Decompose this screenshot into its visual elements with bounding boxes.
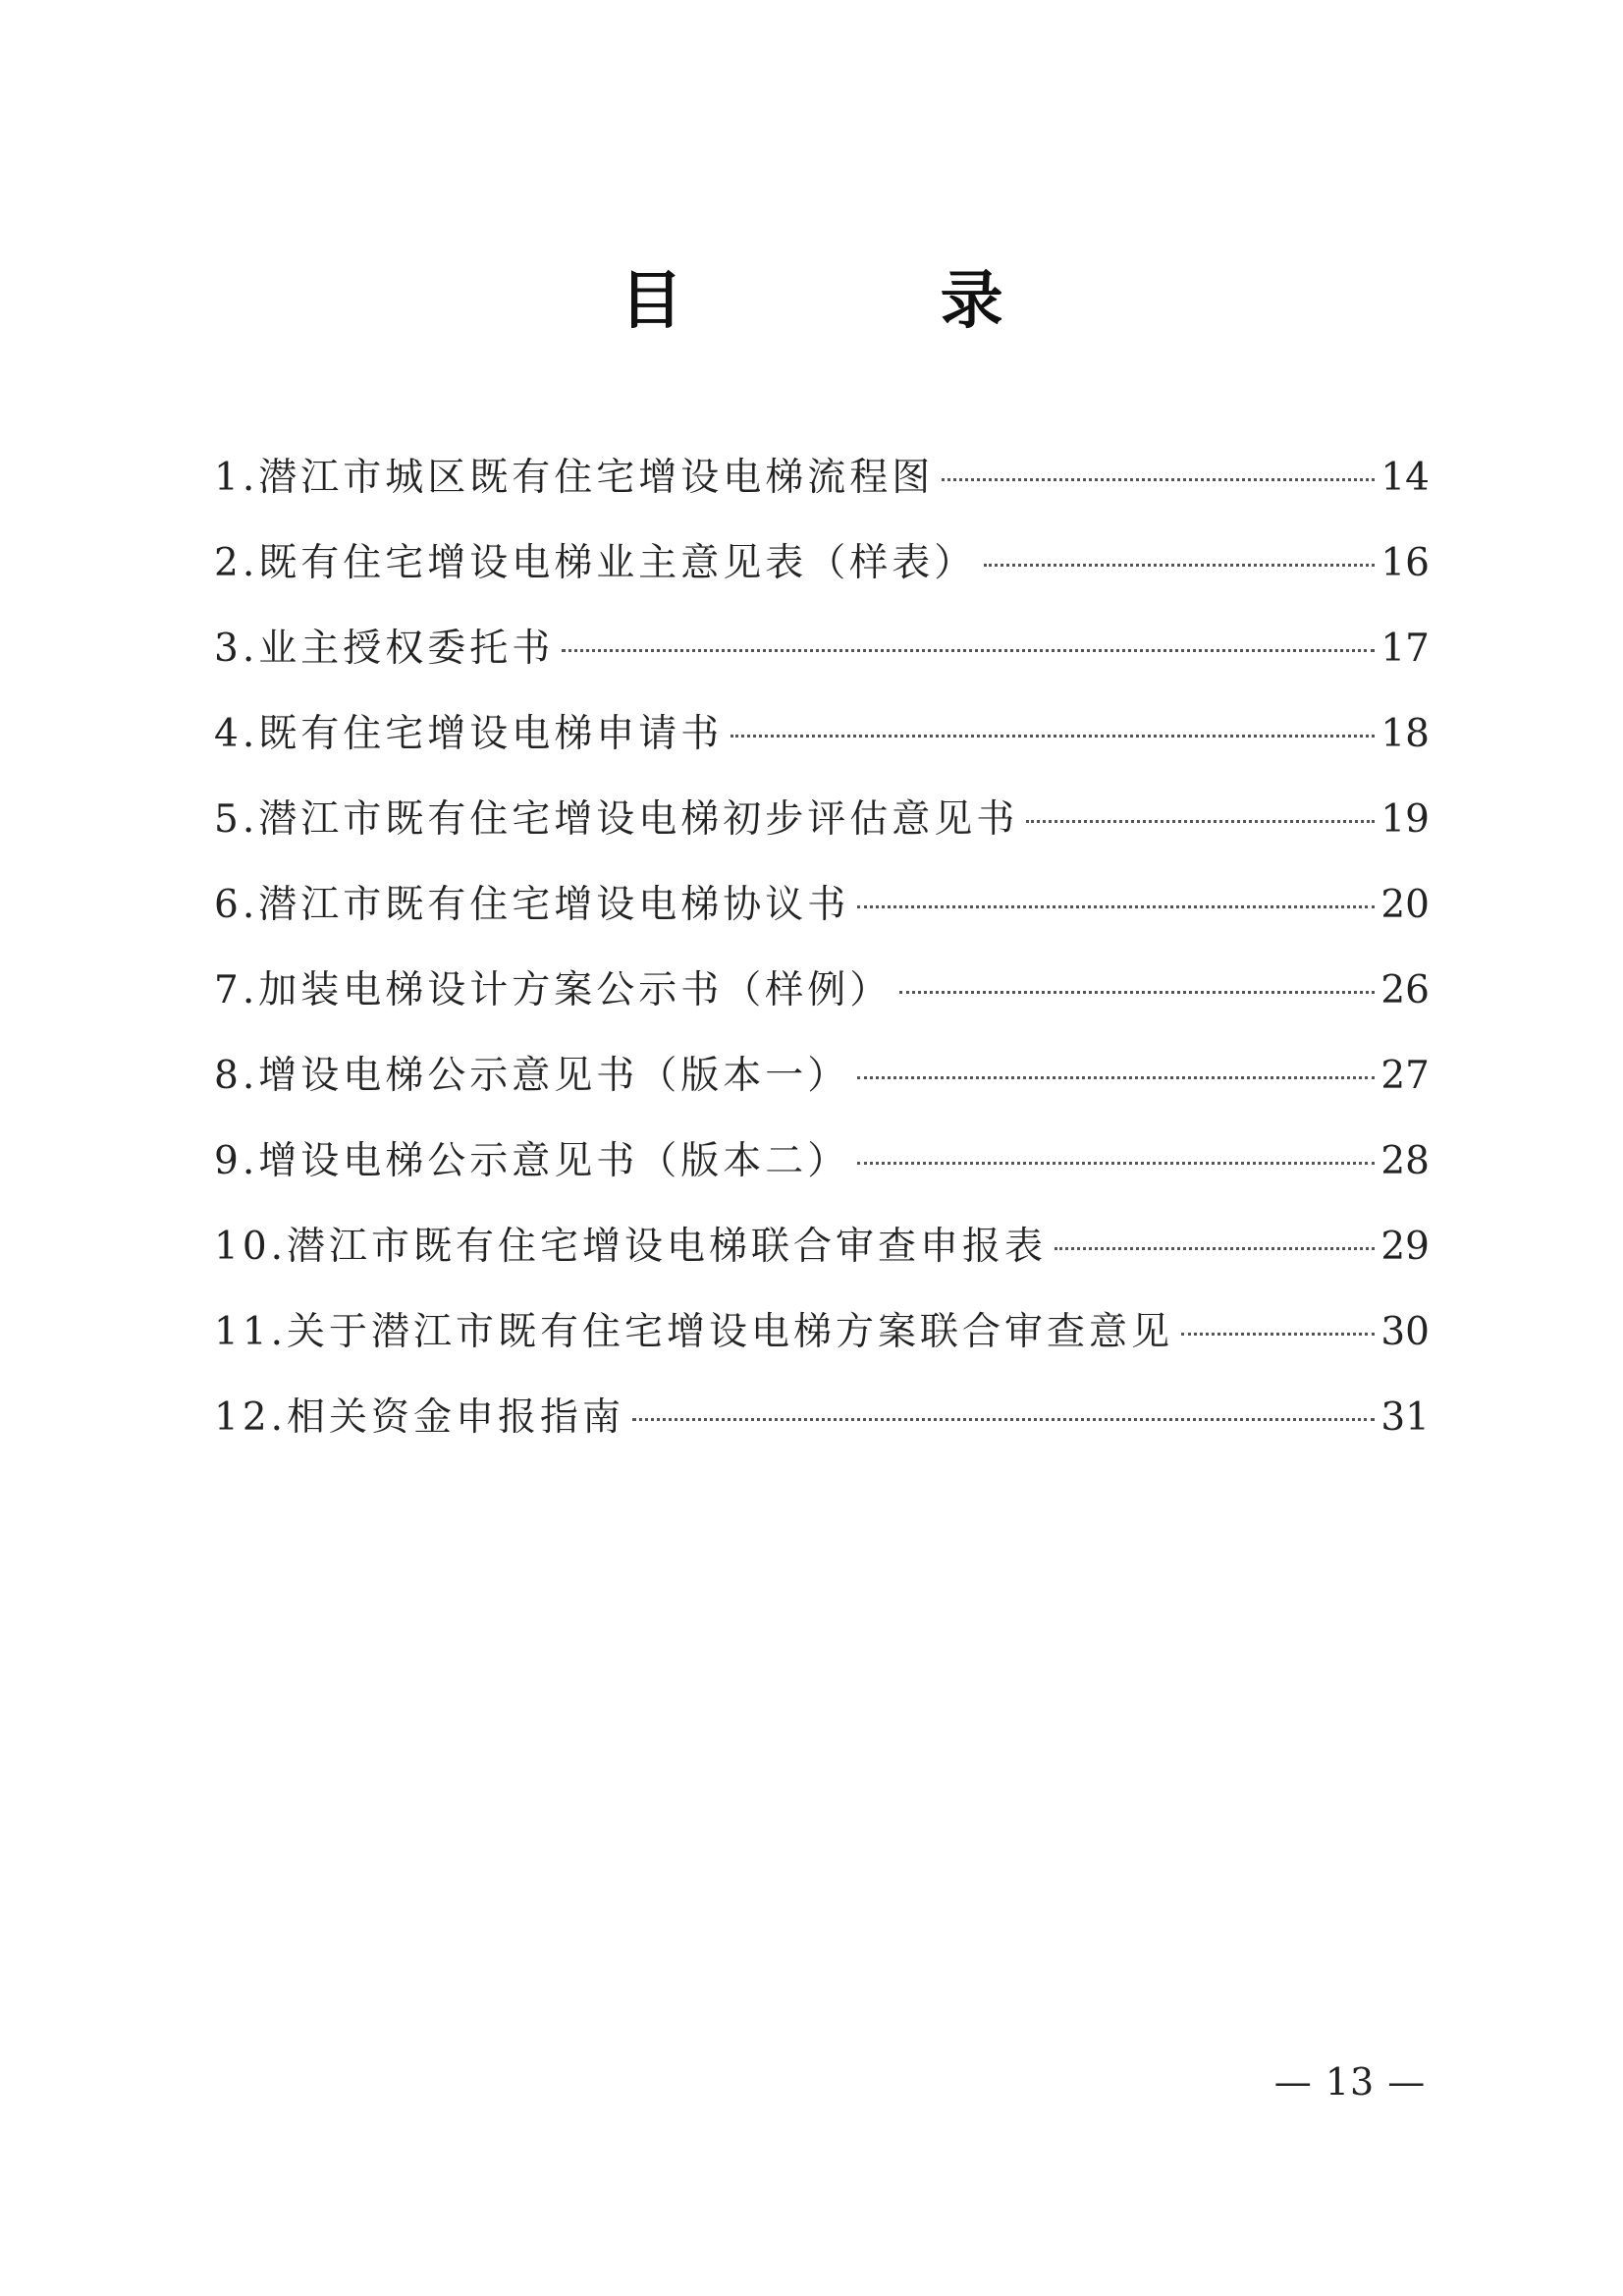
toc-item-label: 4.既有住宅增设电梯申请书 xyxy=(214,712,724,756)
toc-dot-leader xyxy=(857,1076,1375,1079)
toc-item xyxy=(214,1390,1430,1475)
table-of-contents xyxy=(214,450,1430,1475)
toc-item xyxy=(214,535,1430,621)
toc-item xyxy=(214,877,1430,962)
page-title: 目 录 xyxy=(620,265,1121,338)
toc-item xyxy=(214,621,1430,706)
toc-item-page: 28 xyxy=(1380,1139,1430,1183)
toc-item-page: 29 xyxy=(1380,1225,1430,1269)
toc-item-page: 26 xyxy=(1380,968,1430,1012)
toc-dot-leader xyxy=(899,991,1375,994)
toc-item-label: 3.业主授权委托书 xyxy=(214,627,555,671)
toc-item-page: 17 xyxy=(1380,627,1430,671)
toc-item xyxy=(214,792,1430,877)
toc-item-label: 6.潜江市既有住宅增设电梯协议书 xyxy=(214,883,850,927)
toc-item xyxy=(214,1133,1430,1219)
toc-item-page: 14 xyxy=(1380,456,1430,500)
toc-item xyxy=(214,706,1430,792)
toc-item-page: 20 xyxy=(1380,883,1430,927)
toc-item-page: 27 xyxy=(1380,1054,1430,1098)
toc-item xyxy=(214,962,1430,1048)
toc-item xyxy=(214,1304,1430,1390)
toc-item-label: 12.相关资金申报指南 xyxy=(214,1395,625,1440)
toc-item-label: 2.既有住宅增设电梯业主意见表（样表） xyxy=(214,541,977,585)
toc-dot-leader xyxy=(857,1162,1375,1165)
toc-dot-leader xyxy=(857,905,1375,908)
toc-dot-leader xyxy=(1181,1333,1375,1336)
toc-dot-leader xyxy=(1026,820,1375,823)
toc-item-label: 8.增设电梯公示意见书（版本一） xyxy=(214,1054,850,1098)
toc-item-label: 5.潜江市既有住宅增设电梯初步评估意见书 xyxy=(214,797,1019,842)
toc-item xyxy=(214,450,1430,535)
toc-item-page: 16 xyxy=(1380,541,1430,585)
toc-dot-leader xyxy=(562,649,1375,652)
toc-item-page: 31 xyxy=(1380,1395,1430,1440)
toc-item-label: 10.潜江市既有住宅增设电梯联合审查申报表 xyxy=(214,1225,1048,1269)
toc-item-label: 1.潜江市城区既有住宅增设电梯流程图 xyxy=(214,456,935,500)
toc-item-page: 18 xyxy=(1380,712,1430,756)
toc-item xyxy=(214,1219,1430,1304)
toc-dot-leader xyxy=(1055,1247,1375,1250)
page-number: — 13 — xyxy=(1273,2060,1427,2104)
toc-item-page: 30 xyxy=(1380,1310,1430,1354)
toc-item-label: 11.关于潜江市既有住宅增设电梯方案联合审查意见 xyxy=(214,1310,1174,1354)
toc-item-page: 19 xyxy=(1380,797,1430,842)
toc-dot-leader xyxy=(730,735,1375,738)
toc-dot-leader xyxy=(942,478,1375,481)
toc-item xyxy=(214,1048,1430,1133)
toc-item-label: 7.加装电梯设计方案公示书（样例） xyxy=(214,968,893,1012)
toc-dot-leader xyxy=(632,1418,1375,1421)
toc-item-label: 9.增设电梯公示意见书（版本二） xyxy=(214,1139,850,1183)
toc-dot-leader xyxy=(984,564,1375,567)
